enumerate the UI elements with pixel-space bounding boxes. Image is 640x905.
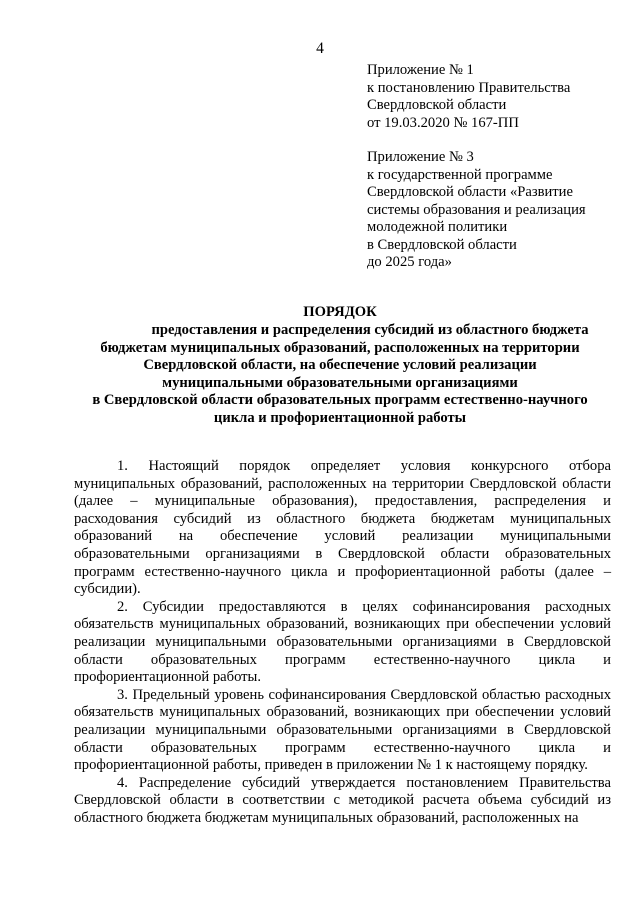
appendix-3-line: к государственной программе xyxy=(367,166,553,183)
appendix-3-line: в Свердловской области xyxy=(367,236,517,253)
appendix-1-line: Свердловской области xyxy=(367,97,507,113)
document-body xyxy=(74,458,611,827)
appendix-3-line: молодежной политики xyxy=(367,219,508,235)
title-line: цикла и профориентационной работы xyxy=(213,410,467,427)
paragraph-3: 3. Предельный уровень софинансирования Свердловской областью расходных обязательств муниципальных образований, возникающих при обеспечении условий реализации муниципальными образовательными организациями в Свердловской области образовательных программ естественно-научного цикла и профориентационной работы, приведен в приложении № 1 к настоящему порядку. xyxy=(74,686,611,774)
appendix-1-block xyxy=(367,62,617,132)
title-line: муниципальными образовательными организациями xyxy=(162,374,518,391)
title-line: бюджетам муниципальных образований, расположенных на территории xyxy=(100,339,580,356)
appendix-1-line: Приложение № 1 xyxy=(367,62,474,78)
page-number: 4 xyxy=(316,40,324,57)
title-heading: ПОРЯДОК xyxy=(303,304,377,320)
title-line: предоставления и распределения субсидий из областного бюджета xyxy=(151,322,589,339)
paragraph-4: 4. Распределение субсидий утверждается постановлением Правительства Свердловской области в соответствии с методикой расчета объема субсидий из областного бюджета бюджетам муниципальных образований, расположенных на xyxy=(74,774,611,826)
appendix-3-line: до 2025 года» xyxy=(367,254,452,270)
appendix-3-line: Свердловской области «Развитие xyxy=(367,184,573,200)
title-line: Свердловской области, на обеспечение условий реализации xyxy=(143,357,537,374)
appendix-1-line: от 19.03.2020 № 167-ПП xyxy=(367,114,519,131)
appendix-3-line: системы образования и реализация xyxy=(367,201,586,218)
appendix-3-line: Приложение № 3 xyxy=(367,149,474,165)
title-line: в Свердловской области образовательных программ естественно-научного xyxy=(92,392,588,409)
appendix-1-line: к постановлению Правительства xyxy=(367,79,571,96)
paragraph-1: 1. Настоящий порядок определяет условия конкурсного отбора муниципальных образований, расположенных на территории Свердловской области (далее – муниципальные образования), предоставления, распределения и расходования субсидий из областного бюджета бюджетам муниципальных образований на обеспечение условий реализации муниципальными образовательными организациями в Свердловской области образовательных программ естественно-научного цикла и профориентационной работы (далее – субсидии). xyxy=(74,458,611,598)
paragraph-2: 2. Субсидии предоставляются в целях софинансирования расходных обязательств муниципальных образований, возникающих при обеспечении условий реализации муниципальными образовательными организациями в Свердловской области образовательных программ естественно-научного цикла и профориентационной работы. xyxy=(74,598,611,686)
appendix-3-block xyxy=(367,149,617,272)
document-title xyxy=(70,304,610,428)
